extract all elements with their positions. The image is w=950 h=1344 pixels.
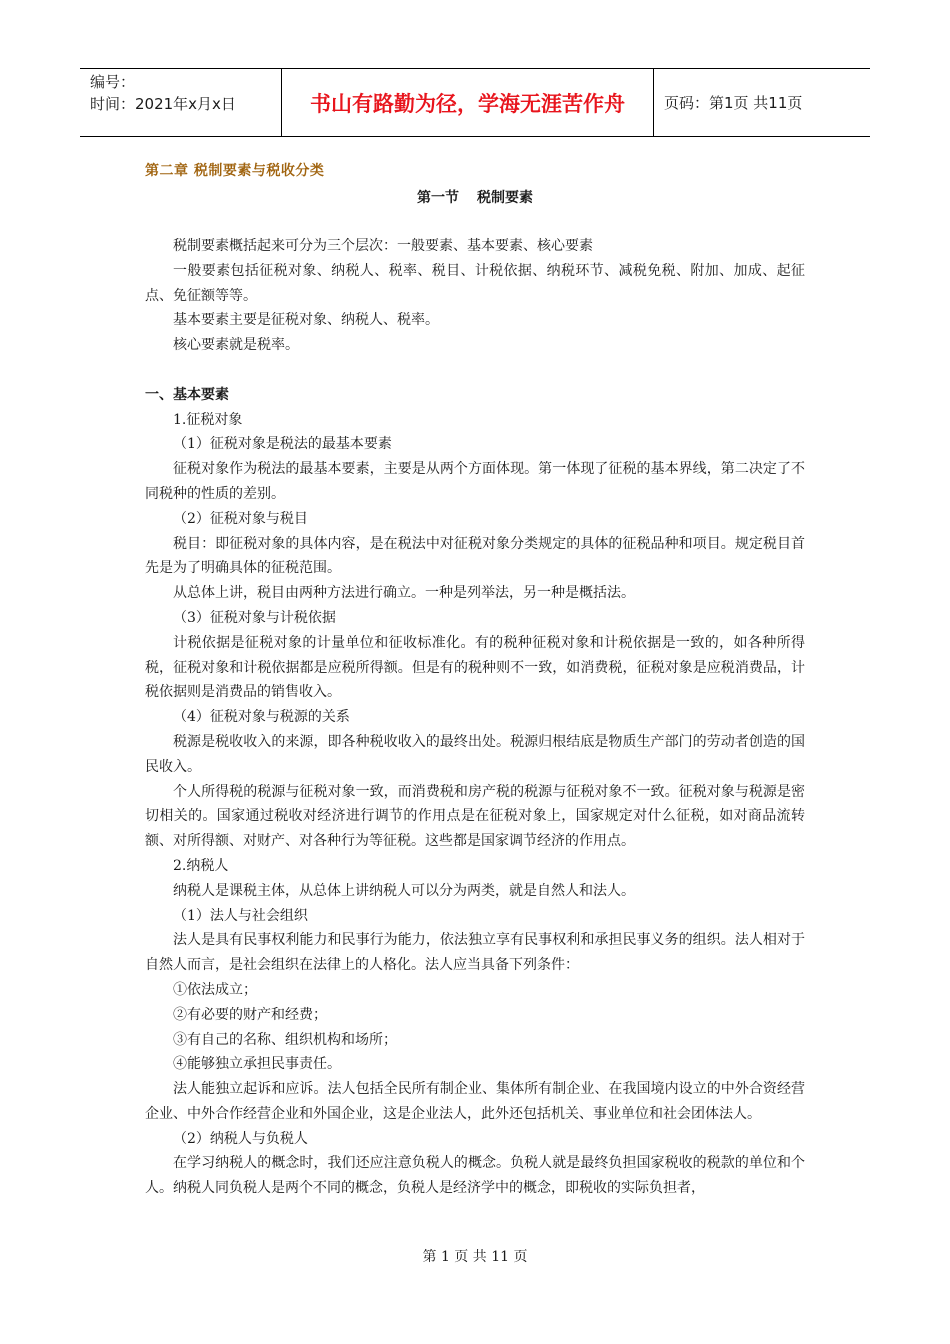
paragraph: 税制要素概括起来可分为三个层次：一般要素、基本要素、核心要素 (173, 238, 593, 254)
paragraph: 税目：即征税对象的具体内容，是在税法中对征税对象分类规定的具体的征税品种和项目。规定税目首先是为了明确具体的征税范围。 (145, 535, 805, 577)
paragraph: 一般要素包括征税对象、纳税人、税率、税目、计税依据、纳税环节、减税免税、附加、加成、起征点、免征额等等。 (145, 262, 805, 304)
list-item: ③有自己的名称、组织机构和场所； (173, 1031, 397, 1048)
paragraph: 法人是具有民事权利能力和民事行为能力，依法独立享有民事权利和承担民事义务的组织。法人相对于自然人而言，是社会组织在法律上的人格化。法人应当具备下列条件： (145, 932, 805, 974)
paragraph: 征税对象作为税法的最基本要素，主要是从两个方面体现。第一体现了征税的基本界线，第二决定了不同税种的性质的差别。 (145, 461, 805, 502)
subheading: （1）征税对象是税法的最基本要素 (173, 436, 392, 453)
paragraph: 纳税人是课税主体，从总体上讲纳税人可以分为两类，就是自然人和法人。 (173, 882, 635, 899)
subheading: 2.纳税人 (173, 857, 229, 874)
paragraph: 法人能独立起诉和应诉。法人包括全民所有制企业、集体所有制企业、在我国境内设立的中外合资经营企业、中外合作经营企业和外国企业，这是企业法人，此外还包括机关、事业单位和社会团体法人。 (145, 1081, 805, 1122)
header-page-info: 页码：第1页 共11页 (664, 94, 803, 112)
section-title (0, 187, 950, 207)
subheading: 1.征税对象 (173, 411, 243, 428)
subheading: （2）纳税人与负税人 (173, 1130, 308, 1147)
paragraph: 税源是税收收入的来源，即各种税收收入的最终出处。税源归根结底是物质生产部门的劳动者创造的国民收入。 (145, 733, 805, 775)
heading: 一、基本要素 (145, 386, 229, 403)
paragraph: 在学习纳税人的概念时，我们还应注意负税人的概念。负税人就是最终负担国家税收的税款的单位和个人。纳税人同负税人是两个不同的概念，负税人是经济学中的概念，即税收的实际负担者， (145, 1155, 805, 1197)
paragraph: 核心要素就是税率。 (173, 337, 299, 354)
subheading: （2）征税对象与税目 (173, 510, 308, 527)
paragraph: 从总体上讲，税目由两种方法进行确立。一种是列举法，另一种是概括法。 (173, 585, 635, 602)
spacer (145, 358, 805, 383)
subheading: （4）征税对象与税源的关系 (173, 709, 350, 726)
document-header (80, 68, 870, 137)
page-footer: 第 1 页 共 11 页 (422, 1249, 528, 1265)
subheading: （1）法人与社会组织 (173, 907, 308, 924)
subheading: （3）征税对象与计税依据 (173, 609, 336, 626)
header-motto: 书山有路勤为径，学海无涯苦作舟 (282, 69, 654, 136)
chapter-title: 第二章 税制要素与税收分类 (145, 163, 325, 179)
list-item: ④能够独立承担民事责任。 (173, 1056, 341, 1073)
list-item: ①依法成立； (173, 981, 257, 998)
list-item: ②有必要的财产和经费； (173, 1006, 327, 1023)
paragraph: 计税依据是征税对象的计量单位和征收标准化。有的税种征税对象和计税依据是一致的，如各种所得税，征税对象和计税依据都是应税所得额。但是有的税种则不一致，如消费税，征税对象是应税消费品，计税依据则是消费品的销售收入。 (145, 634, 805, 701)
header-meta (80, 69, 282, 136)
paragraph: 基本要素主要是征税对象、纳税人、税率。 (173, 312, 439, 329)
section-number: 第一节 (417, 190, 459, 206)
number-label: 编号： (90, 73, 136, 91)
body-text (145, 234, 805, 1201)
paragraph: 个人所得税的税源与征税对象一致，而消费税和房产税的税源与征税对象不一致。征税对象与税源是密切相关的。国家通过税收对经济进行调节的作用点是在征税对象上，国家规定对什么征税，如对商品流转额、对所得额、对财产、对各种行为等征税。这些都是国家调节经济的作用点。 (145, 783, 805, 850)
section-name: 税制要素 (477, 190, 533, 206)
time-label: 时间：2021年x月x日 (90, 95, 236, 113)
